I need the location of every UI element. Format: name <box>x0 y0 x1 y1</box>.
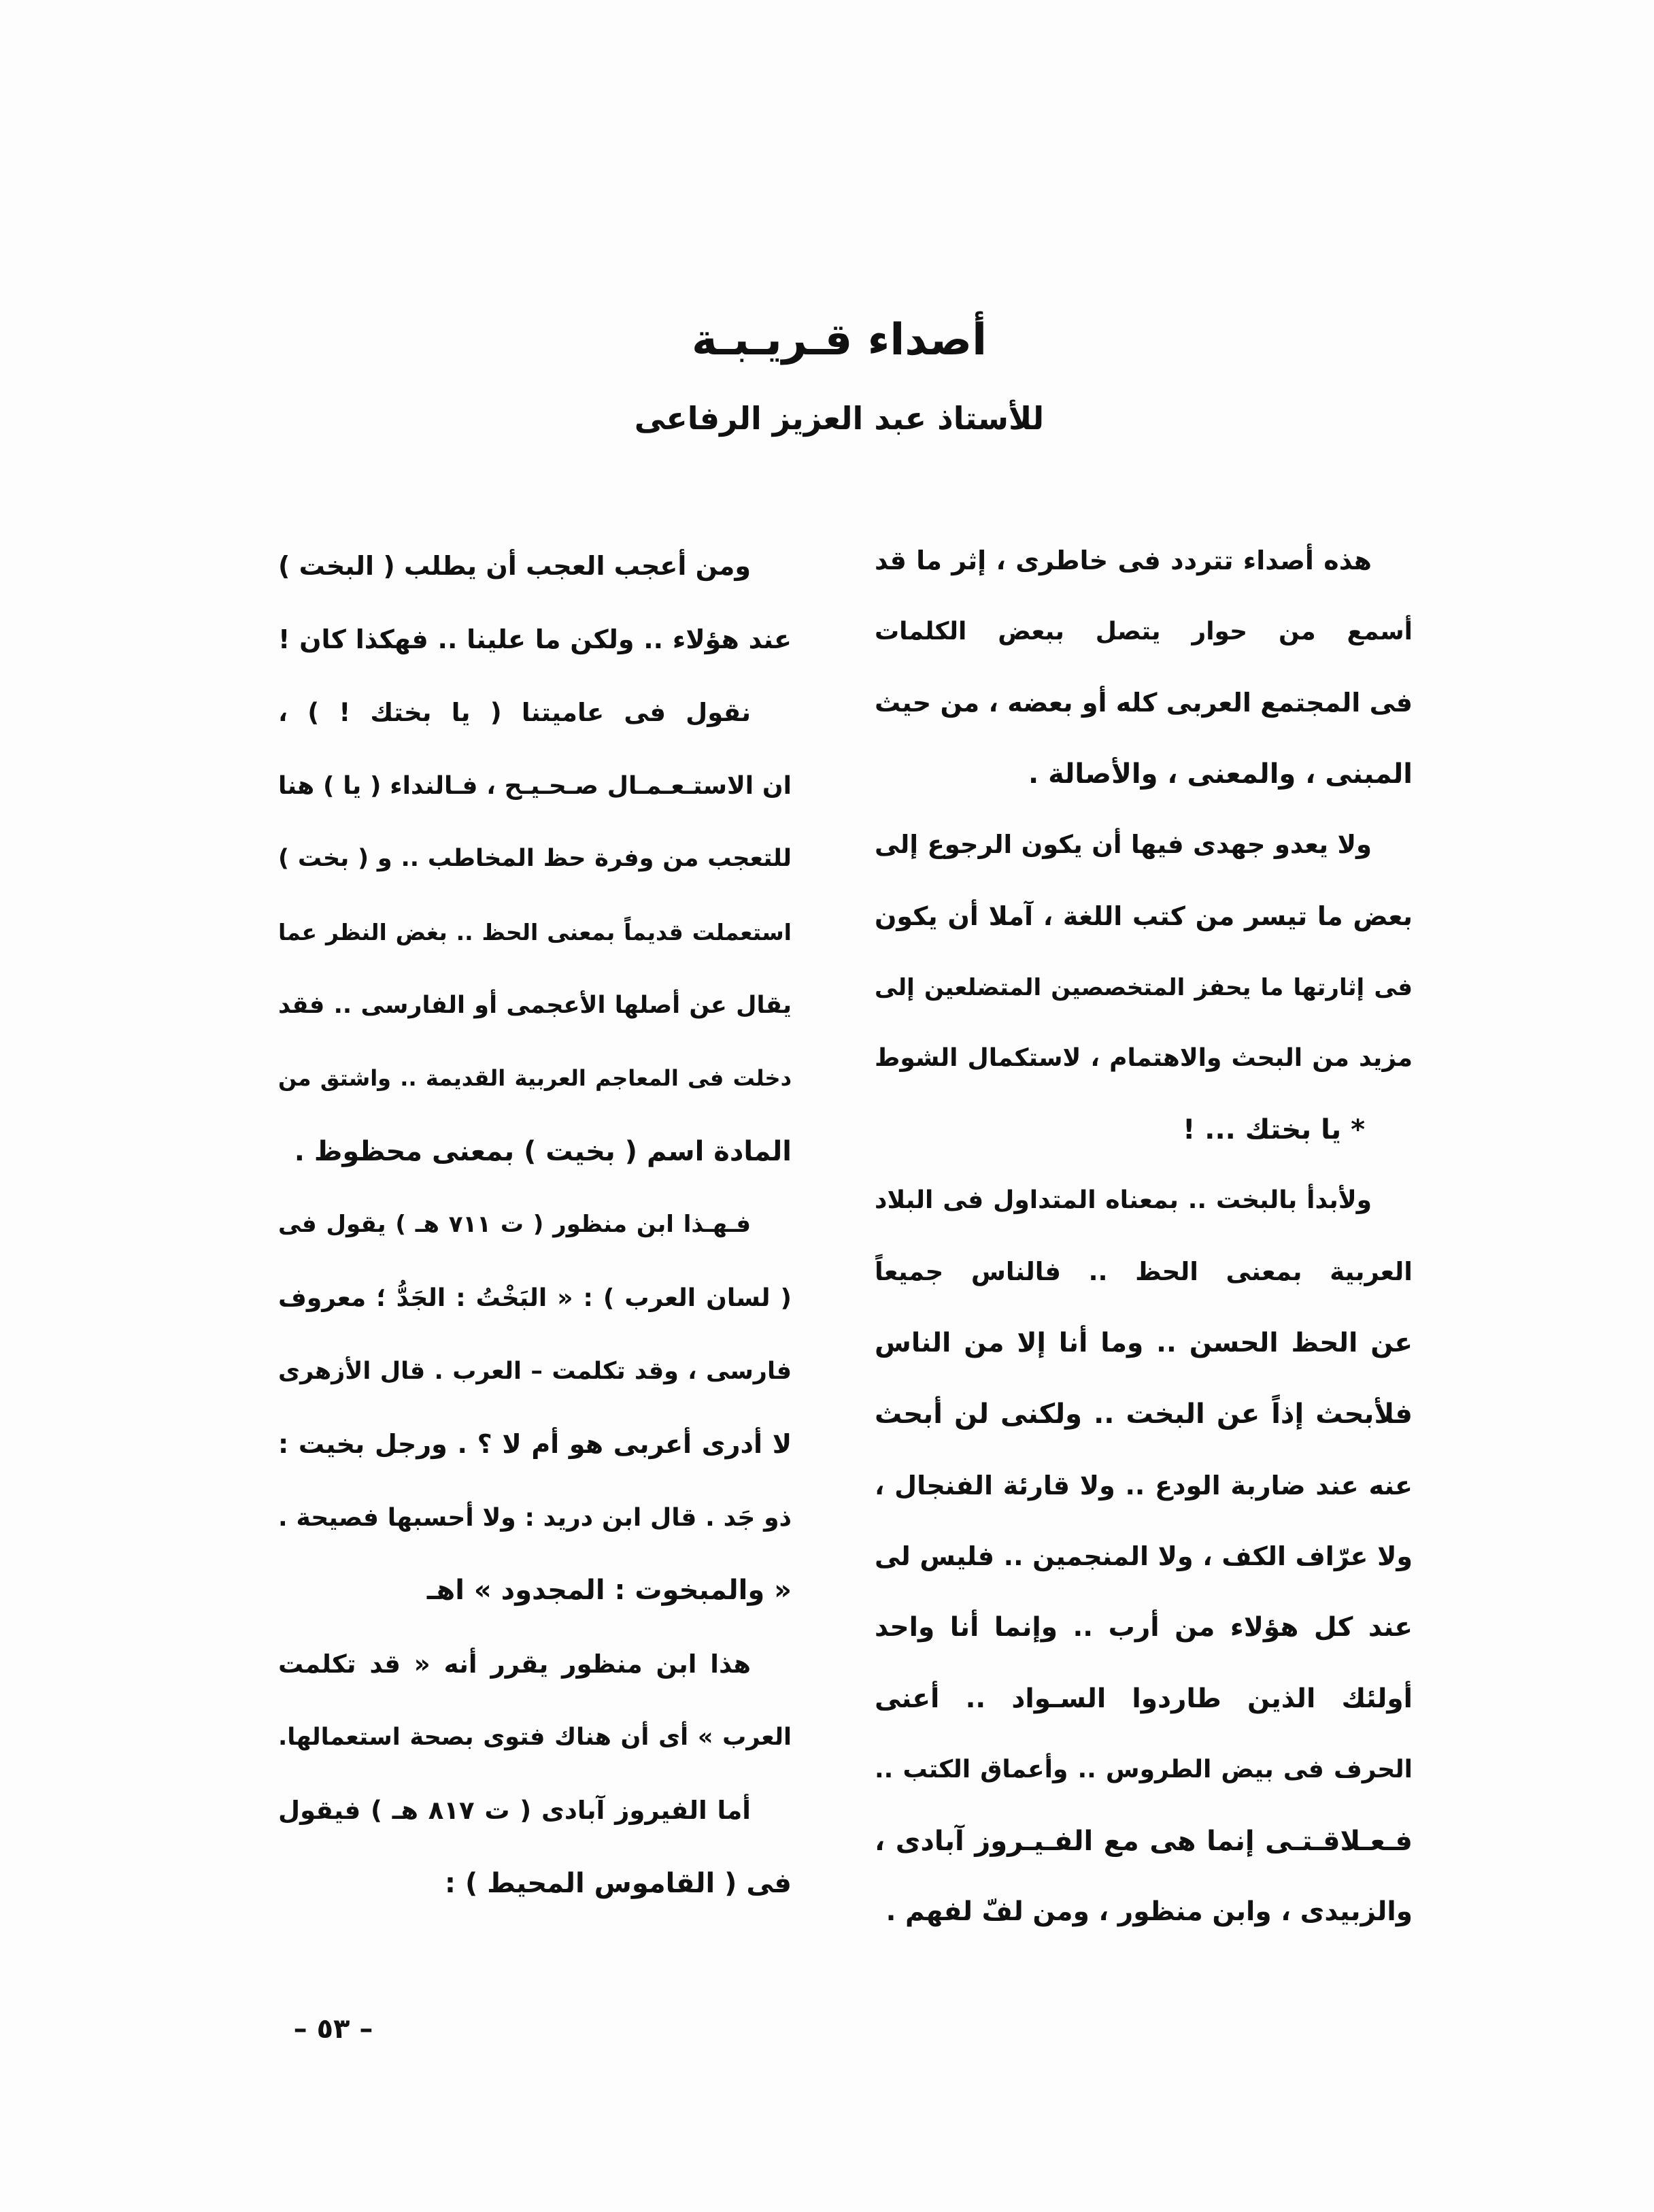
text-line: العرب » أى أن هناك فتوى بصحة استعمالها. <box>278 1723 792 1751</box>
text-line: فلأبحث إذاً عن البخت .. ولكنى لن أبحث <box>875 1398 1413 1430</box>
text-line: ولأبدأ بالبخت .. بمعناه المتداول فى البلاد <box>875 1186 1372 1215</box>
right-column <box>875 525 1413 1948</box>
text-line: أولئك الذين طاردوا السـواد .. أعنى <box>875 1683 1413 1714</box>
text-line: عن الحظ الحسن .. وما أنا إلا من الناس <box>875 1327 1413 1358</box>
text-line: عنه عند ضاربة الودع .. ولا قارئة الفنجال ، <box>875 1470 1413 1501</box>
text-line: الحرف فى بيض الطروس .. وأعماق الكتب .. <box>875 1756 1413 1784</box>
text-line: والزبيدى ، وابن منظور ، ومن لفّ لفهم . <box>885 1896 1413 1928</box>
text-line: فـهـذا ابن منظور ( ت ٧١١ هـ ) يقول فى <box>278 1211 751 1239</box>
article-title: أصداء قـريـبـة <box>692 315 987 365</box>
text-line: « والمبخوت : المجدود » اهـ <box>426 1575 792 1607</box>
text-line: ( لسان العرب ) : « البَخْتُ : الجَدُّ ؛ معروف <box>278 1284 792 1312</box>
text-line: هذا ابن منظور يقرر أنه « قد تكلمت <box>278 1649 751 1679</box>
text-line: فى إثارتها ما يحفز المتخصصين المتضلعين إلى <box>875 973 1413 1001</box>
text-line: ومن أعجب العجب أن يطلب ( البخت ) <box>278 551 751 581</box>
text-line: ولا يعدو جهدى فيها أن يكون الرجوع إلى <box>875 830 1372 860</box>
page-number: – ٥٣ – <box>293 2013 373 2045</box>
text-line: عند كل هؤلاء من أرب .. وإنما أنا واحد <box>875 1611 1413 1643</box>
text-line: نقول فى عاميتنا ( يا بختك ! ) ، <box>278 698 751 728</box>
text-line: ولا عرّاف الكف ، ولا المنجمين .. فليس لى <box>875 1541 1413 1572</box>
article-author: للأستاذ عبد العزيز الرفاعى <box>634 400 1045 437</box>
text-line: دخلت فى المعاجم العربية القديمة .. واشتق من <box>278 1065 792 1092</box>
text-line: فارسى ، وقد تكلمت – العرب . قال الأزهرى <box>278 1357 792 1385</box>
text-line: عند هؤلاء .. ولكن ما علينا .. فهكذا كان ! <box>278 624 792 654</box>
text-line: المادة اسم ( بخيت ) بمعنى محظوظ . <box>294 1135 792 1167</box>
text-line: أما الفيروز آبادى ( ت ٨١٧ هـ ) فيقول <box>278 1796 751 1826</box>
text-line: العربية بمعنى الحظ .. فالناس جميعاً <box>875 1256 1413 1286</box>
text-line: بعض ما تيسر من كتب اللغة ، آملا أن يكون <box>875 901 1413 931</box>
text-line: ان الاستـعـمـال صـحـيـح ، فـالنداء ( يا ) هنا <box>278 771 792 800</box>
text-line: أسمع من حوار يتصل ببعض الكلمات <box>875 617 1413 646</box>
text-line: فـعـلاقـتـى إنما هى مع الفـيـروز آبادى ، <box>875 1825 1413 1857</box>
text-line: استعملت قديماً بمعنى الحظ .. بغض النظر عما <box>278 918 792 945</box>
section-heading: * يا بختك ... ! <box>1183 1113 1365 1145</box>
text-line: يقال عن أصلها الأعجمى أو الفارسى .. فقد <box>278 991 792 1019</box>
text-line: لا أدرى أعربى هو أم لا ؟ . ورجل بخيت : <box>278 1429 792 1460</box>
text-line: فى ( القاموس المحيط ) : <box>445 1867 792 1899</box>
text-line: مزيد من البحث والاهتمام ، لاستكمال الشوط <box>875 1044 1413 1073</box>
text-line: ذو جَد . قال ابن دريد : ولا أحسبها فصيحة . <box>278 1503 792 1532</box>
text-line: هذه أصداء تتردد فى خاطرى ، إثر ما قد <box>875 546 1372 575</box>
left-column <box>278 530 792 1920</box>
text-line: للتعجب من وفرة حظ المخاطب .. و ( بخت ) <box>278 845 792 873</box>
text-line: فى المجتمع العربى كله أو بعضه ، من حيث <box>875 688 1413 718</box>
text-line: المبنى ، والمعنى ، والأصالة . <box>1028 758 1413 790</box>
